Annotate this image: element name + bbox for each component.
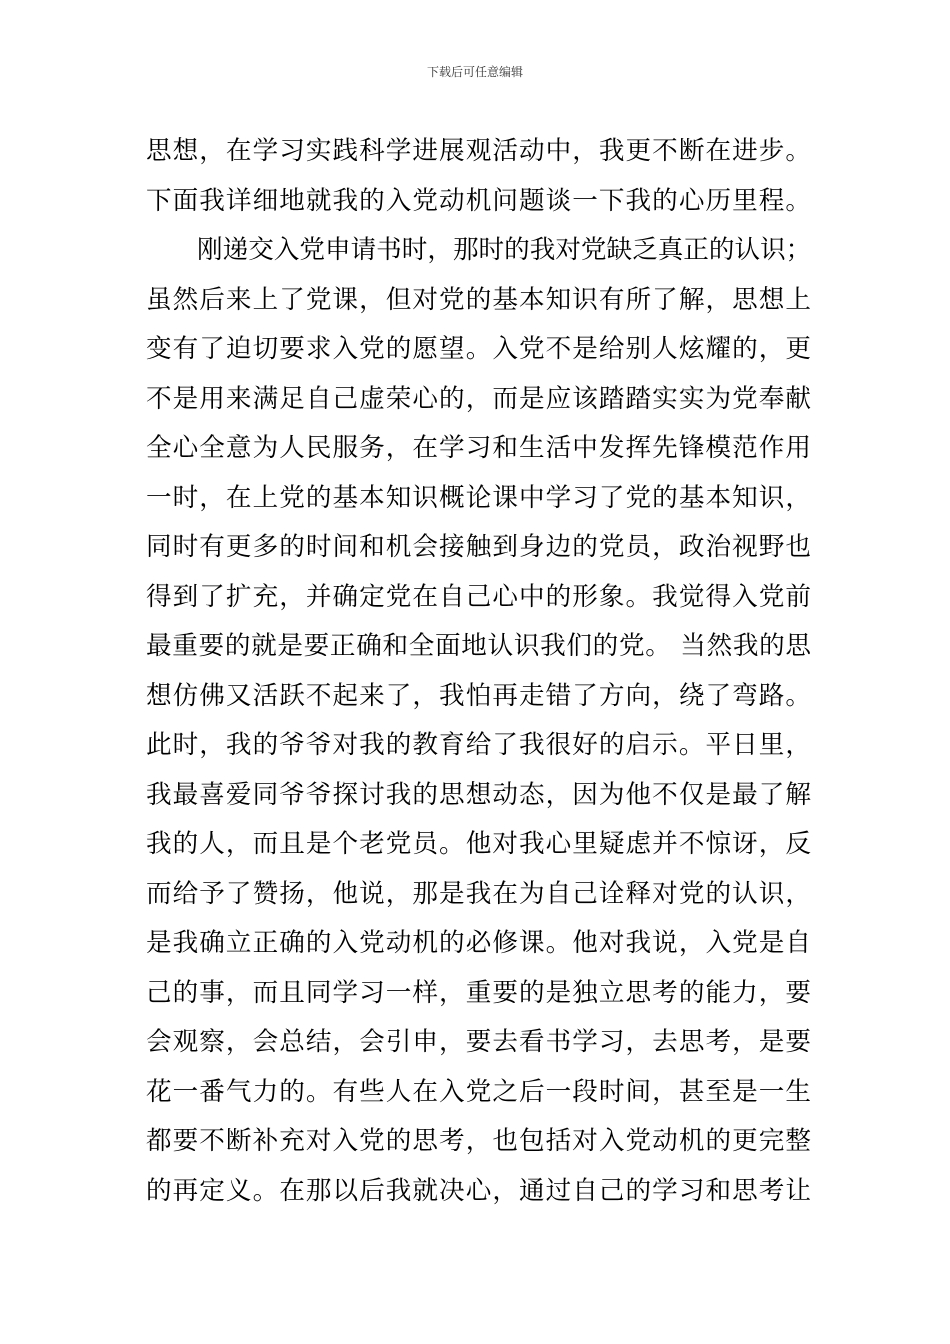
text-line: 是我确立正确的入党动机的必修课。他对我说，入党是自 bbox=[146, 928, 811, 958]
paragraph-first-line: 刚递交入党申请书时，那时的我对党缺乏真正的认识； bbox=[197, 235, 812, 265]
text-line: 己的事，而且同学习一样，重要的是独立思考的能力，要 bbox=[146, 977, 811, 1008]
text-line: 会观察，会总结，会引申，要去看书学习，去思考，是要 bbox=[146, 1027, 811, 1057]
text-line: 花一番气力的。有些人在入党之后一段时间，甚至是一生 bbox=[146, 1076, 811, 1107]
text-line: 得到了扩充，并确定党在自己心中的形象。我觉得入党前 bbox=[146, 581, 811, 612]
text-line: 都要不断补充对入党的思考，也包括对入党动机的更完整 bbox=[146, 1126, 811, 1156]
text-line: 不是用来满足自己虚荣心的，而是应该踏踏实实为党奉献 bbox=[146, 383, 811, 414]
text-line: 虽然后来上了党课，但对党的基本知识有所了解，思想上 bbox=[146, 284, 811, 315]
text-line: 变有了迫切要求入党的愿望。入党不是给别人炫耀的，更 bbox=[146, 334, 811, 364]
text-line: 同时有更多的时间和机会接触到身边的党员，政治视野也 bbox=[146, 532, 811, 562]
text-line: 我的人，而且是个老党员。他对我心里疑虑并不惊讶，反 bbox=[146, 829, 811, 859]
text-line: 思想，在学习实践科学进展观活动中，我更不断在进步。 bbox=[146, 136, 811, 166]
text-line: 最重要的就是要正确和全面地认识我们的党。 当然我的思 bbox=[146, 631, 811, 661]
text-line: 一时，在上党的基本知识概论课中学习了党的基本知识， bbox=[146, 482, 811, 513]
text-line: 我最喜爱同爷爷探讨我的思想动态，因为他不仅是最了解 bbox=[146, 779, 811, 810]
text-line: 的再定义。在那以后我就决心，通过自己的学习和思考让 bbox=[146, 1175, 811, 1206]
page-header: 下载后可任意编辑 bbox=[426, 65, 523, 79]
text-line: 此时，我的爷爷对我的教育给了我很好的启示。平日里， bbox=[146, 730, 811, 760]
body-text bbox=[146, 127, 811, 1216]
text-line: 想仿佛又活跃不起来了，我怕再走错了方向，绕了弯路。 bbox=[146, 680, 811, 711]
text-line: 全心全意为人民服务，在学习和生活中发挥先锋模范作用 bbox=[146, 433, 811, 463]
text-line: 而给予了赞扬，他说，那是我在为自己诠释对党的认识， bbox=[146, 878, 811, 909]
text-line: 下面我详细地就我的入党动机问题谈一下我的心历里程。 bbox=[146, 185, 811, 216]
